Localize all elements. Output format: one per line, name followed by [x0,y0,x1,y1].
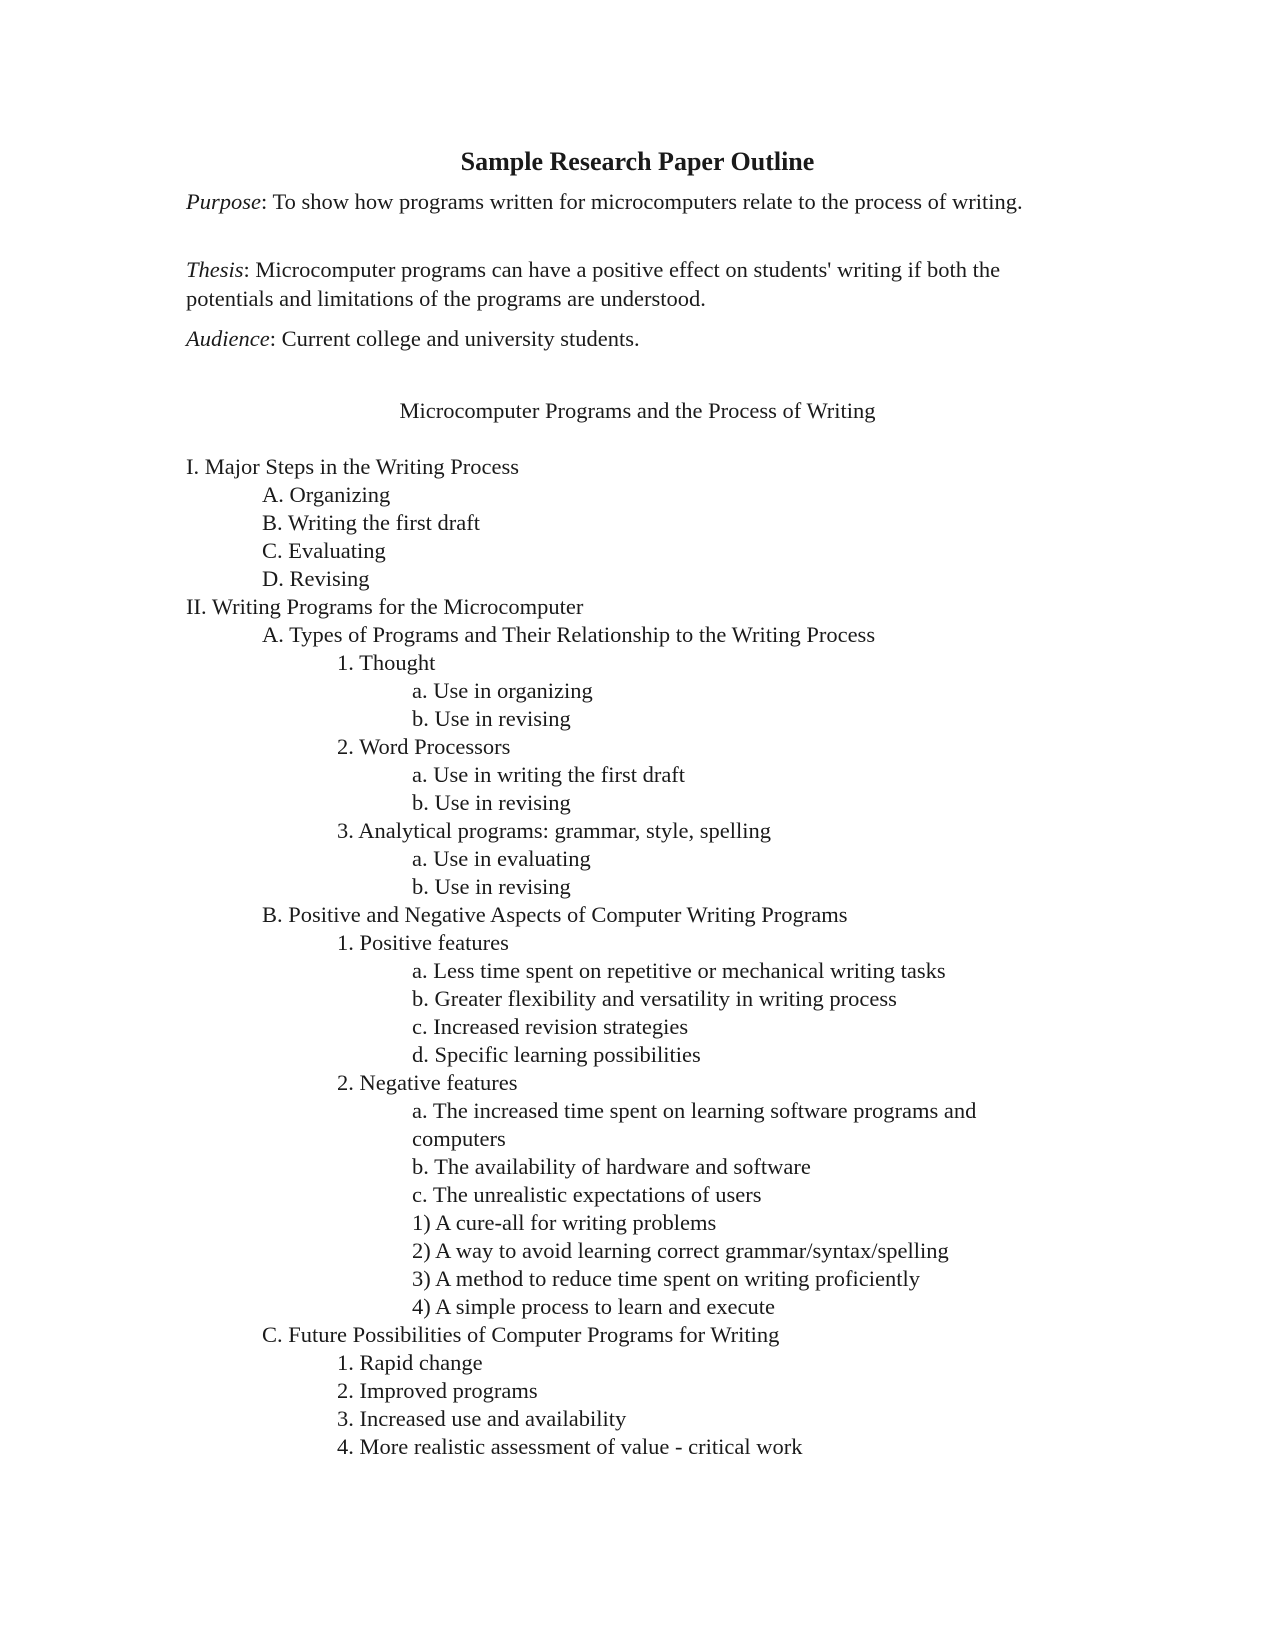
outline-item: a. Use in evaluating [412,846,591,871]
outline-item: D. Revising [262,566,370,591]
purpose-text: : To show how programs written for microcomputers relate to the process of writing. [261,189,1023,214]
outline-item: a. Use in organizing [412,678,593,703]
outline-item: 1. Thought [337,650,436,675]
outline-item: 3. Increased use and availability [337,1406,627,1431]
outline-item: b. Use in revising [412,706,571,731]
thesis-text: : Microcomputer programs can have a positive effect on students' writing if both the potentials and limitations of the programs are understood. [186,257,1001,311]
outline-item: b. Use in revising [412,790,571,815]
outline-item: I. Major Steps in the Writing Process [186,454,520,479]
outline-item: 3) A method to reduce time spent on writing proficiently [412,1266,921,1291]
outline-item: C. Evaluating [262,538,386,563]
outline-item: II. Writing Programs for the Microcomputer [186,594,584,619]
audience-label: Audience [186,326,270,351]
outline-item: C. Future Possibilities of Computer Programs for Writing [262,1322,780,1347]
outline-item: 1) A cure-all for writing problems [412,1210,717,1235]
purpose-paragraph [186,188,1066,217]
outline-heading: Microcomputer Programs and the Process of Writing [399,398,876,423]
outline-item: c. The unrealistic expectations of users [412,1182,762,1207]
outline-item: A. Types of Programs and Their Relationship to the Writing Process [262,622,876,647]
thesis-paragraph [186,256,1066,313]
outline-item: 2. Word Processors [337,734,511,759]
thesis-label: Thesis [186,257,244,282]
outline-item: 3. Analytical programs: grammar, style, spelling [337,818,772,843]
outline-item: 4) A simple process to learn and execute [412,1294,776,1319]
outline-item: b. Use in revising [412,874,571,899]
outline-item: a. Use in writing the first draft [412,762,686,787]
outline-item: 2. Negative features [337,1070,518,1095]
outline-item: a. The increased time spent on learning software programs and computers [412,1098,977,1151]
purpose-label: Purpose [186,189,261,214]
outline-item: a. Less time spent on repetitive or mechanical writing tasks [412,958,946,983]
outline-item: 1. Rapid change [337,1350,483,1375]
outline-item: B. Positive and Negative Aspects of Computer Writing Programs [262,902,848,927]
outline-item: c. Increased revision strategies [412,1014,689,1039]
outline-item: 2. Improved programs [337,1378,538,1403]
outline-item: A. Organizing [262,482,391,507]
outline-item: b. The availability of hardware and software [412,1154,811,1179]
audience-text: : Current college and university students. [269,326,640,351]
page-title: Sample Research Paper Outline [460,147,815,176]
audience-paragraph [186,325,1066,354]
outline-item: 4. More realistic assessment of value - critical work [337,1434,803,1459]
outline-item: b. Greater flexibility and versatility in writing process [412,986,897,1011]
outline-item: 2) A way to avoid learning correct grammar/syntax/spelling [412,1238,949,1263]
outline-item: d. Specific learning possibilities [412,1042,701,1067]
outline-item: 1. Positive features [337,930,509,955]
outline-item: B. Writing the first draft [262,510,481,535]
